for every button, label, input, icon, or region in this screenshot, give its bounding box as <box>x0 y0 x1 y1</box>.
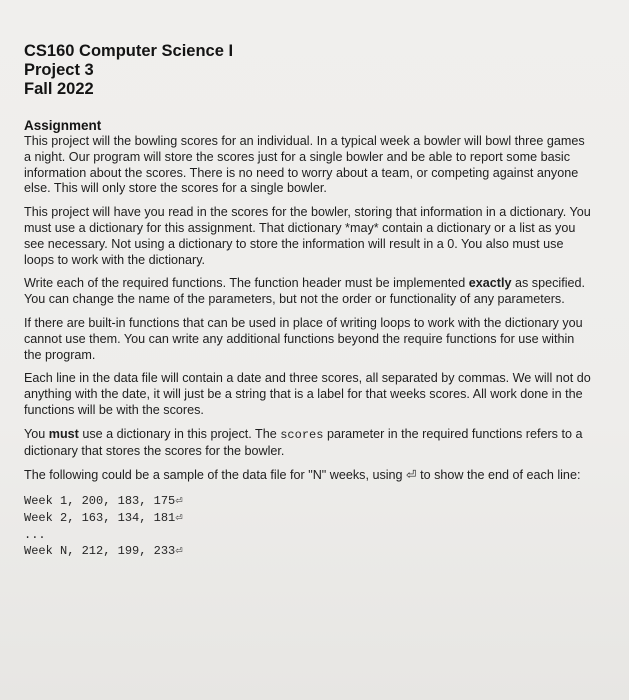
assignment-heading: Assignment <box>24 118 102 133</box>
inline-code-scores: scores <box>280 427 324 442</box>
paragraph-functions-text-2: as specified. You can change the name of the parameters, but not the order or functionality of any parameters. <box>24 276 586 307</box>
course-title: CS160 Computer Science I <box>24 42 234 60</box>
sample-data-block <box>24 493 594 560</box>
paragraph-builtins: If there are built-in functions that can be used in place of writing loops to work with the dictionary you cannot use them. You can write any additional functions beyond the require functions for use within the program. <box>24 315 583 362</box>
paragraph-functions <box>24 276 594 308</box>
emphasis-exactly: exactly <box>468 276 512 291</box>
term-title: Fall 2022 <box>24 80 94 98</box>
paragraph-sample-intro: The following could be a sample of the data file for "N" weeks, using ⏎ to show the end of each line: <box>24 467 581 482</box>
paragraph-overview: This project will the bowling scores for an individual. In a typical week a bowler will bowl three games a night. Our program will store the scores just for a single bowler and be able to report some basic information about the scores. There is no need to worry about a team, or competing against anyone else. This will only store the scores for a single bowler. <box>24 134 585 196</box>
emphasis-must: must <box>48 426 79 441</box>
paragraph-dictionary: This project will have you read in the scores for the bowler, storing that information in a dictionary. You must use a dictionary for this assignment. That dictionary *may* contain a dictionary or a list as you see necessary. Not using a dictionary to store the information will result in a 0. You also must use loops to work with the dictionary. <box>24 205 591 267</box>
sample-line: Week 2, 163, 134, 181⏎ <box>24 511 183 526</box>
paragraph-must-text-3: parameter in the required functions refers to a dictionary that stores the scores for the bowler. <box>24 426 583 458</box>
sample-ellipsis: ... <box>24 528 46 543</box>
paragraph-must-text-1: You <box>24 426 49 441</box>
paragraph-data-file: Each line in the data file will contain a date and three scores, all separated by commas. We will not do anything with the date, it will just be a string that is a label for that weeks scores. All work done in the functions will be with the scores. <box>24 371 591 417</box>
paragraph-must-text-2: use a dictionary in this project. The <box>78 426 281 441</box>
paragraph-functions-text-1: Write each of the required functions. The function header must be implemented <box>24 276 469 291</box>
document-title-block <box>24 42 233 99</box>
sample-line: Week N, 212, 199, 233⏎ <box>24 544 183 559</box>
paragraph-must <box>24 427 594 460</box>
project-title: Project 3 <box>24 61 94 79</box>
assignment-section <box>24 118 594 560</box>
sample-line: Week 1, 200, 183, 175⏎ <box>24 494 183 509</box>
